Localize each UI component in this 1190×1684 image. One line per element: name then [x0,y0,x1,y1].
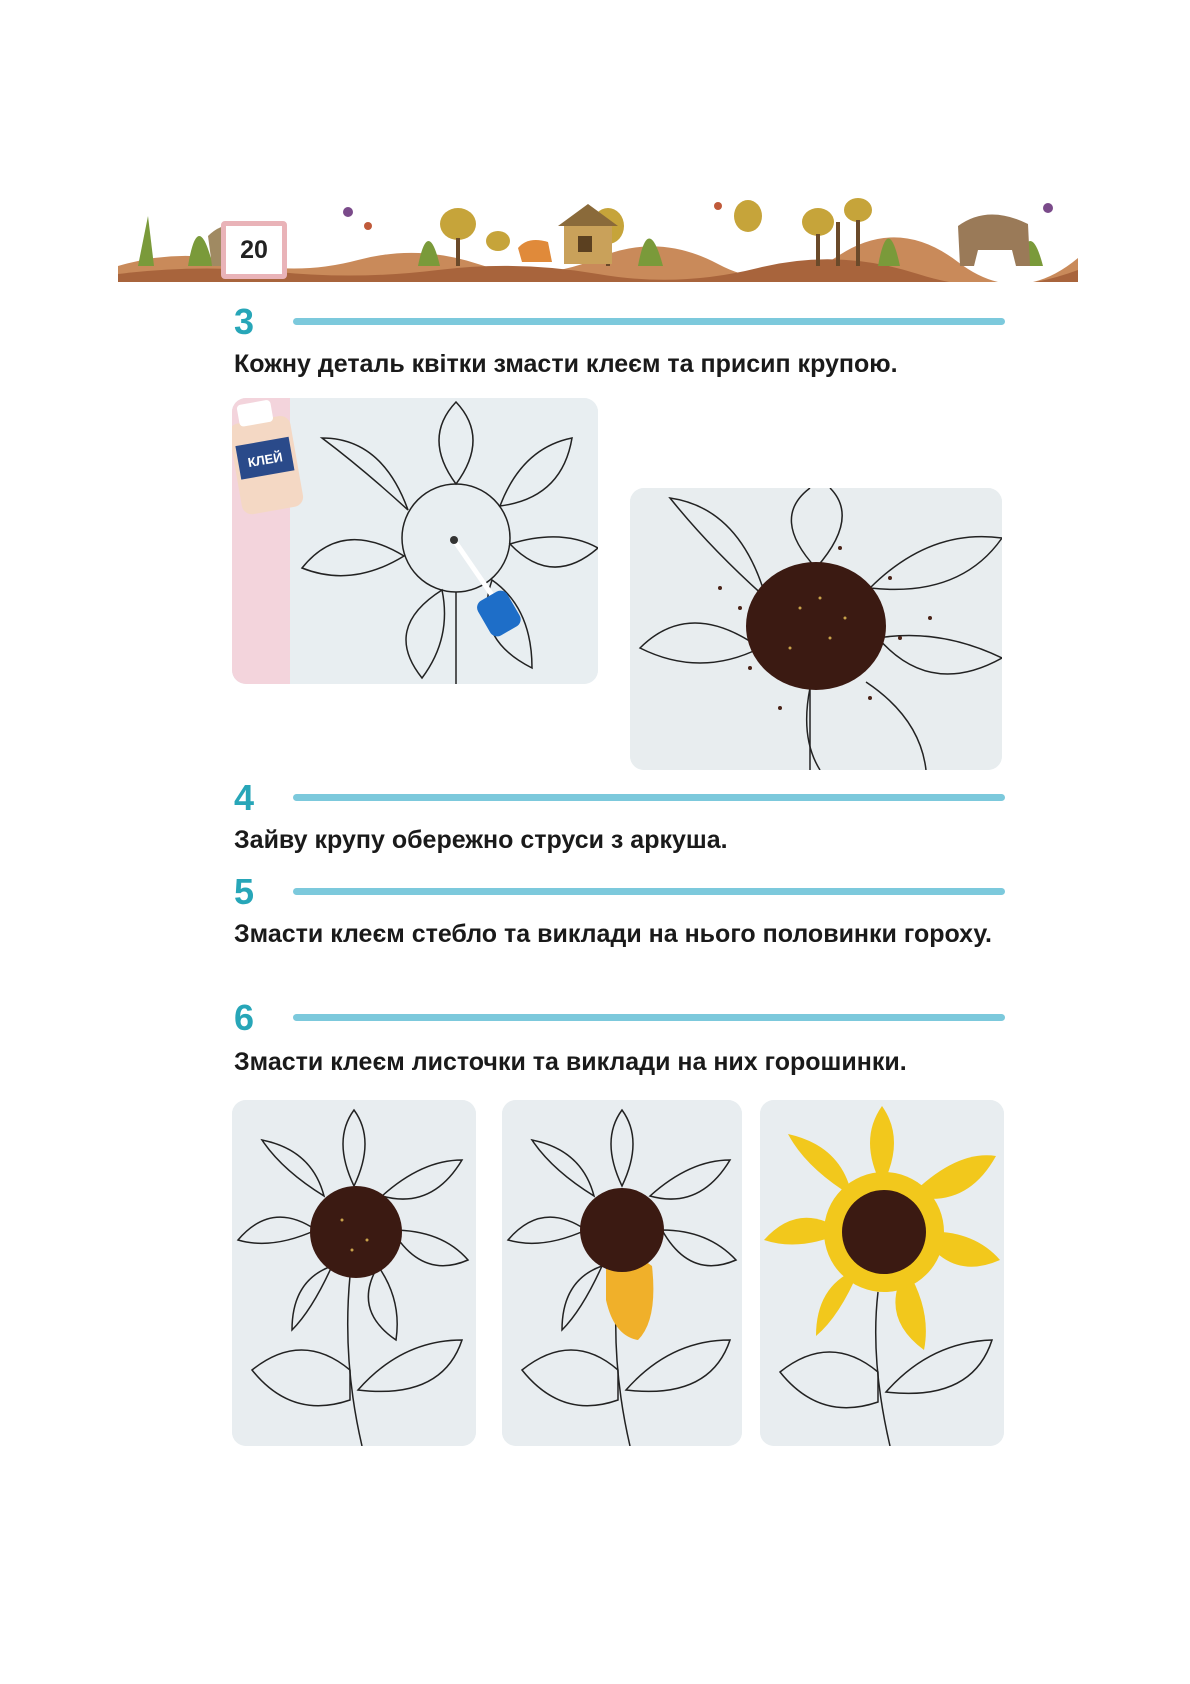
step-instruction-4: Зайву крупу обережно струси з аркуша. [234,826,728,854]
step-instruction-3: Кожну деталь квітки змасти клеєм та присип крупою. [234,350,898,378]
step-instruction-5: Змасти клеєм стебло та виклади на нього половинки гороху. [234,920,992,948]
step-divider [293,1014,1005,1021]
step-number-6: 6 [234,997,255,1038]
step-divider [293,794,1005,801]
step-number-5: 5 [234,871,255,912]
glue-label: КЛЕЙ [246,449,284,471]
finished-sunflower-photo [760,1100,1004,1446]
step-number-3: 3 [234,301,255,342]
glue-on-center-photo [232,398,598,684]
step-divider [293,318,1005,325]
stem-peas-photo [502,1100,742,1446]
step-number-4: 4 [234,777,255,818]
buckwheat-center-photo [630,488,1002,770]
page-number: 20 [221,221,287,279]
step-divider [293,888,1005,895]
step-instruction-6: Змасти клеєм листочки та виклади на них горошинки. [234,1048,907,1076]
center-done-photo [232,1100,476,1446]
